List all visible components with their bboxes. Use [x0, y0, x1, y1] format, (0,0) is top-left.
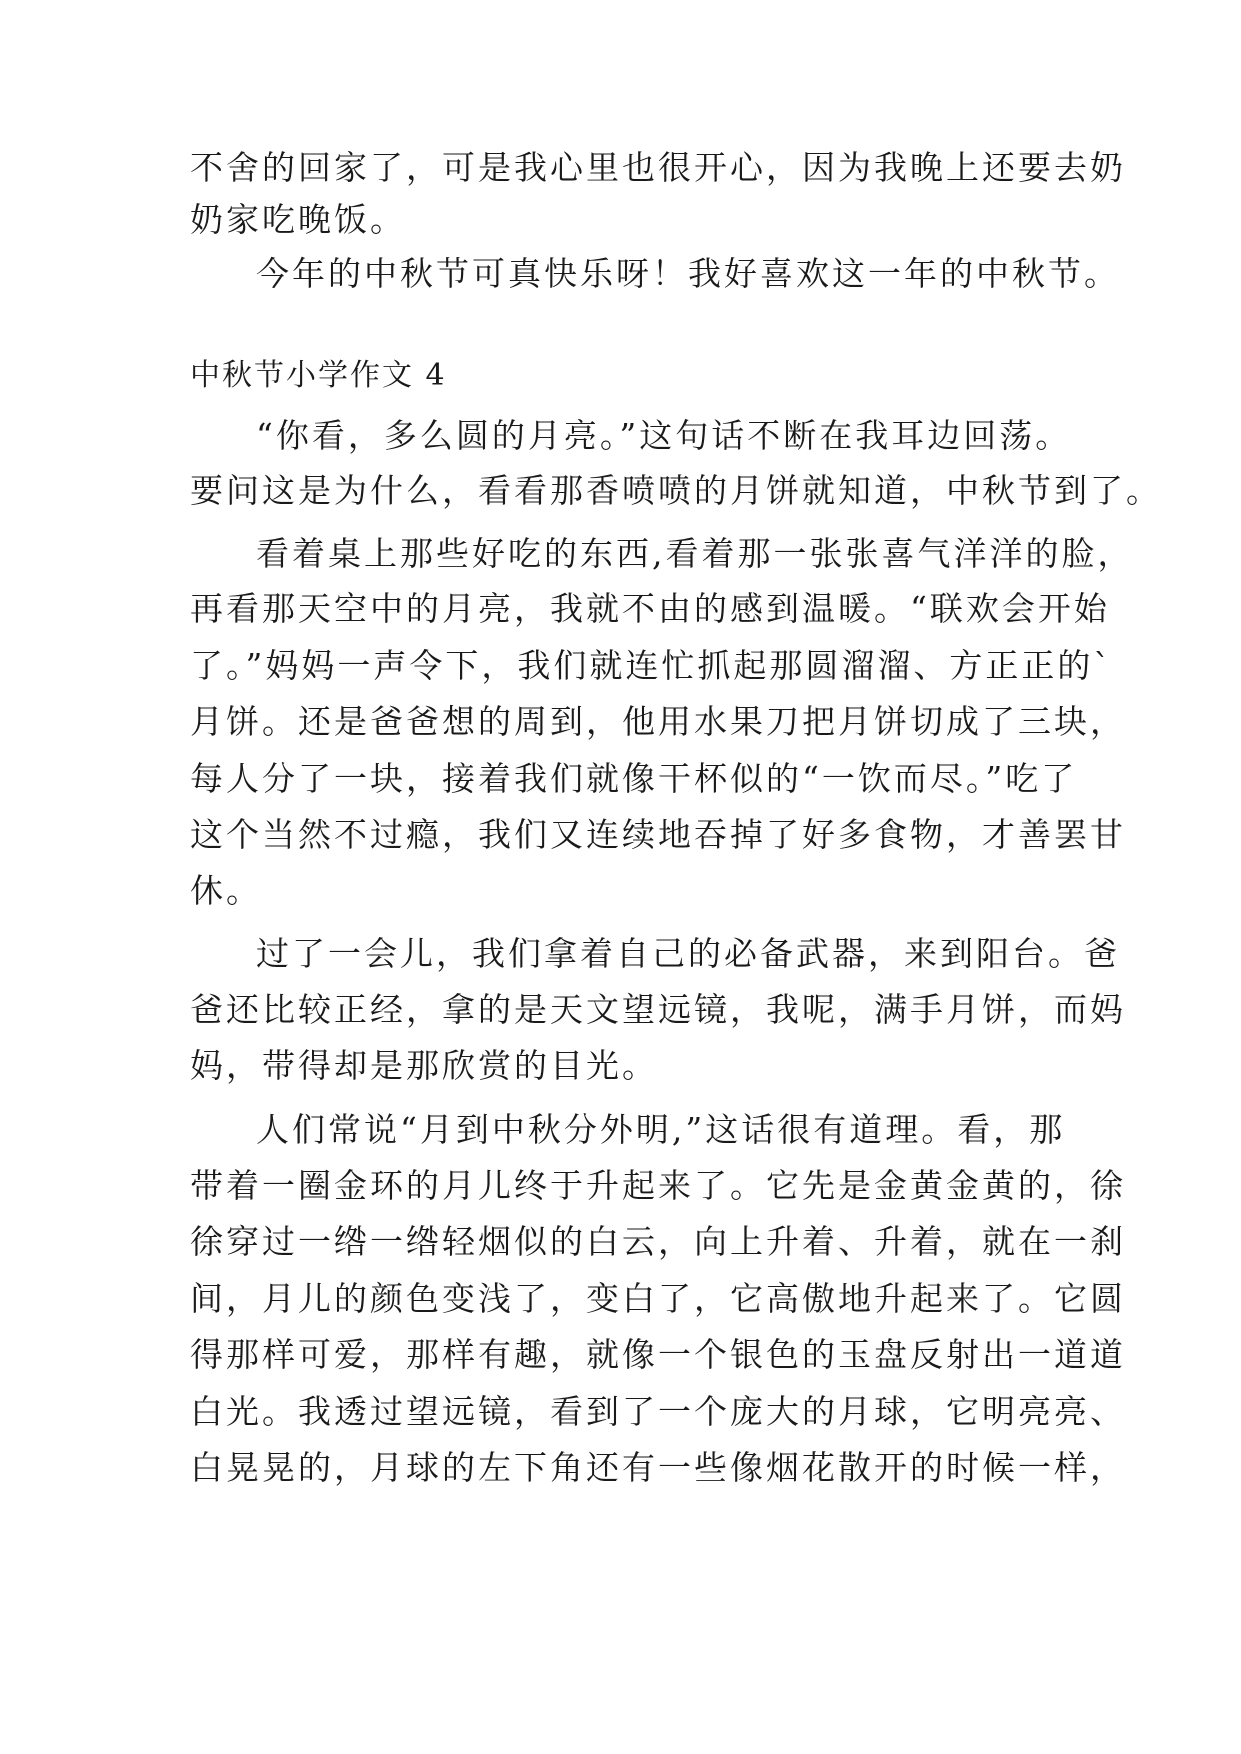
text-line: 白晃晃的，月球的左下角还有一些像烟花散开的时候一样，: [190, 1448, 1126, 1487]
text-line: 间，月儿的颜色变浅了，变白了，它高傲地升起来了。它圆: [190, 1279, 1126, 1318]
text-line: 人们常说“月到中秋分外明,”这话很有道理。看，那: [256, 1110, 1066, 1149]
text-line: 要问这是为什么，看看那香喷喷的月饼就知道，中秋节到了。: [190, 471, 1162, 510]
text-line: 徐穿过一绺一绺轻烟似的白云，向上升着、升着，就在一刹: [190, 1222, 1126, 1261]
text-line: “你看，多么圆的月亮。”这句话不断在我耳边回荡。: [256, 416, 1072, 455]
text-line: 月饼。还是爸爸想的周到，他用水果刀把月饼切成了三块，: [190, 702, 1126, 741]
text-line: 带着一圈金环的月儿终于升起来了。它先是金黄金黄的，徐: [190, 1166, 1126, 1205]
text-line: 妈，带得却是那欣赏的目光。: [190, 1046, 658, 1085]
text-line: 再看那天空中的月亮，我就不由的感到温暖。“联欢会开始: [190, 589, 1110, 628]
text-line: 休。: [190, 871, 262, 910]
text-line: 爸还比较正经，拿的是天文望远镜，我呢，满手月饼，而妈: [190, 990, 1126, 1029]
text-line: 今年的中秋节可真快乐呀！我好喜欢这一年的中秋节。: [256, 254, 1120, 293]
text-line: 过了一会儿，我们拿着自己的必备武器，来到阳台。爸: [256, 934, 1120, 973]
section-heading: 中秋节小学作文 4: [190, 358, 447, 393]
text-line: 不舍的回家了，可是我心里也很开心，因为我晚上还要去奶: [190, 148, 1126, 187]
text-line: 每人分了一块，接着我们就像干杯似的“一饮而尽。”吃了: [190, 759, 1078, 798]
text-line: 奶家吃晚饭。: [190, 200, 406, 239]
text-line: 得那样可爱，那样有趣，就像一个银色的玉盘反射出一道道: [190, 1335, 1126, 1374]
text-line: 了。”妈妈一声令下，我们就连忙抓起那圆溜溜、方正正的`: [190, 646, 1113, 685]
text-line: 白光。我透过望远镜，看到了一个庞大的月球，它明亮亮、: [190, 1392, 1126, 1431]
text-line: 这个当然不过瘾，我们又连续地吞掉了好多食物，才善罢甘: [190, 815, 1126, 854]
text-line: 看着桌上那些好吃的东西,看着那一张张喜气洋洋的脸，: [256, 534, 1134, 573]
